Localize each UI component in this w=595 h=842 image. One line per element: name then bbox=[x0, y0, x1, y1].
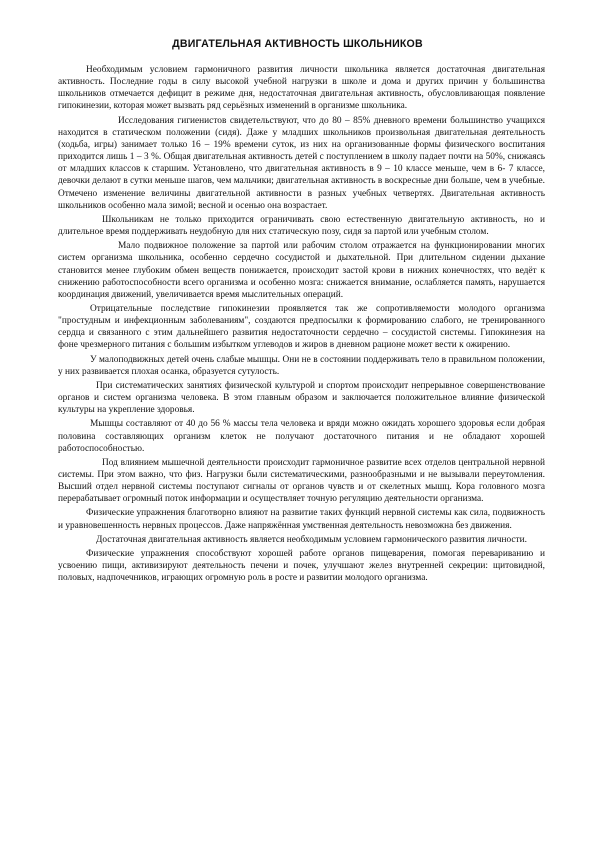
document-title: ДВИГАТЕЛЬНАЯ АКТИВНОСТЬ ШКОЛЬНИКОВ bbox=[172, 38, 423, 50]
paragraph: Отрицательные последствие гипокинезии проявляется так же сопротивляемости молодого организма "простудным и инфекционным заболеваниям", создаются предпосылки к формированию слабого, не тренированного сердца и связанного с этим дальнейшего развития недостаточности сердечно – сосудистой системы. Гипокинезия на фоне чрезмерного питания с большим избытком углеводов и жиров в дневном рационе может вести к ожирению. bbox=[58, 303, 545, 351]
paragraph: Под влиянием мышечной деятельности происходит гармоничное развитие всех отделов центральной нервной системы. При этом важно, что физ. Нагрузки были систематическими, разнообразными и не вызывали переутомления. Высший отдел нервной системы поступают сигналы от органов чувств и от скелетных мышц. Кора головного мозга перерабатывает огромный поток информации и осуществляет точную регуляцию деятельности организма. bbox=[58, 457, 545, 505]
paragraph: Необходимым условием гармоничного развития личности школьника является достаточная двигательная активность. Последние годы в силу высокой учебной нагрузки в школе и дома и других причин у большинства школьников отмечается дефицит в режиме дня, недостаточная двигательная активность, обусловливающая появление гипокинезии, которая может вызвать ряд серьёзных изменений в организме школьника. bbox=[58, 65, 545, 112]
document-body bbox=[58, 64, 545, 586]
paragraph: При систематических занятиях физической культурой и спортом происходит непрерывное совершенствование органов и систем организма человека. В этом главным образом и заключается положительное влияние физической культуры на укрепление здоровья. bbox=[58, 380, 545, 416]
paragraph: Физические упражнения благотворно влияют на развитие таких функций нервной системы как сила, подвижность и уравновешенность нервных процессов. Даже напряжённая умственная деятельность невозможна без движения. bbox=[58, 508, 545, 531]
paragraph: Физические упражнения способствуют хорошей работе органов пищеварения, помогая перевариванию и усвоению пищи, активизируют деятельность печени и почек, улучшают желез внутренней секреции: щитовидной, половых, надпочечников, играющих огромную роль в росте и развитии молодого организма. bbox=[58, 548, 545, 584]
paragraph: Достаточная двигательная активность является необходимым условием гармонического развития личности. bbox=[96, 534, 527, 545]
paragraph: Школьникам не только приходится ограничивать свою естественную двигательную активность, но и длительное время поддерживать неудобную для них статическую позу, сидя за партой или учебным столом. bbox=[58, 214, 545, 238]
paragraph: У малоподвижных детей очень слабые мышцы. Они не в состоянии поддерживать тело в правильном положении, у них развивается плохая осанка, образуется сутулость. bbox=[58, 354, 545, 377]
paragraph: Исследования гигиенистов свидетельствуют, что до 80 – 85% дневного времени большинство учащихся находится в статическом положении (сидя). Даже у младших школьников произвольная двигательная деятельность (ходьба, игры) занимает только 16 – 19% времени суток, из них на организованные формы физического воспитания приходится лишь 1 – 3 %. Общая двигательная активность детей с поступлением в школу падает почти на 50%, снижаясь от младших классов к старшим. Установлено, что двигательная активность в 9 – 10 классе меньше, чем в 6- 7 классе, девочки делают в сутки меньше шагов, чем мальчики; двигательная активность в воскресные дни больше, чем в учебные. Отмечено изменение величины двигательной активности в разных учебных четвертях. Двигательная активность школьников особенно мала зимой; весной и осенью она возрастает. bbox=[58, 115, 545, 211]
paragraph: Мышцы составляют от 40 до 56 % массы тела человека и вряди можно ожидать хорошего здоровья если добрая половина составляющих организм клеток не получают достаточного питания и не обладают хорошей работоспособностью. bbox=[58, 419, 545, 454]
paragraph: Мало подвижное положение за партой или рабочим столом отражается на функционировании многих систем организма школьника, особенно сердечно сосудистой и дыхательной. При длительном сидении дыхание становится менее глубоким обмен веществ понижается, происходит застой крови в нижних конечностях, что ведёт к снижению работоспособности всего организма и особенно мозга: снижается внимание, ослабляется память, нарушается координация движений, увеличивается время мыслительных операций. bbox=[58, 241, 545, 300]
